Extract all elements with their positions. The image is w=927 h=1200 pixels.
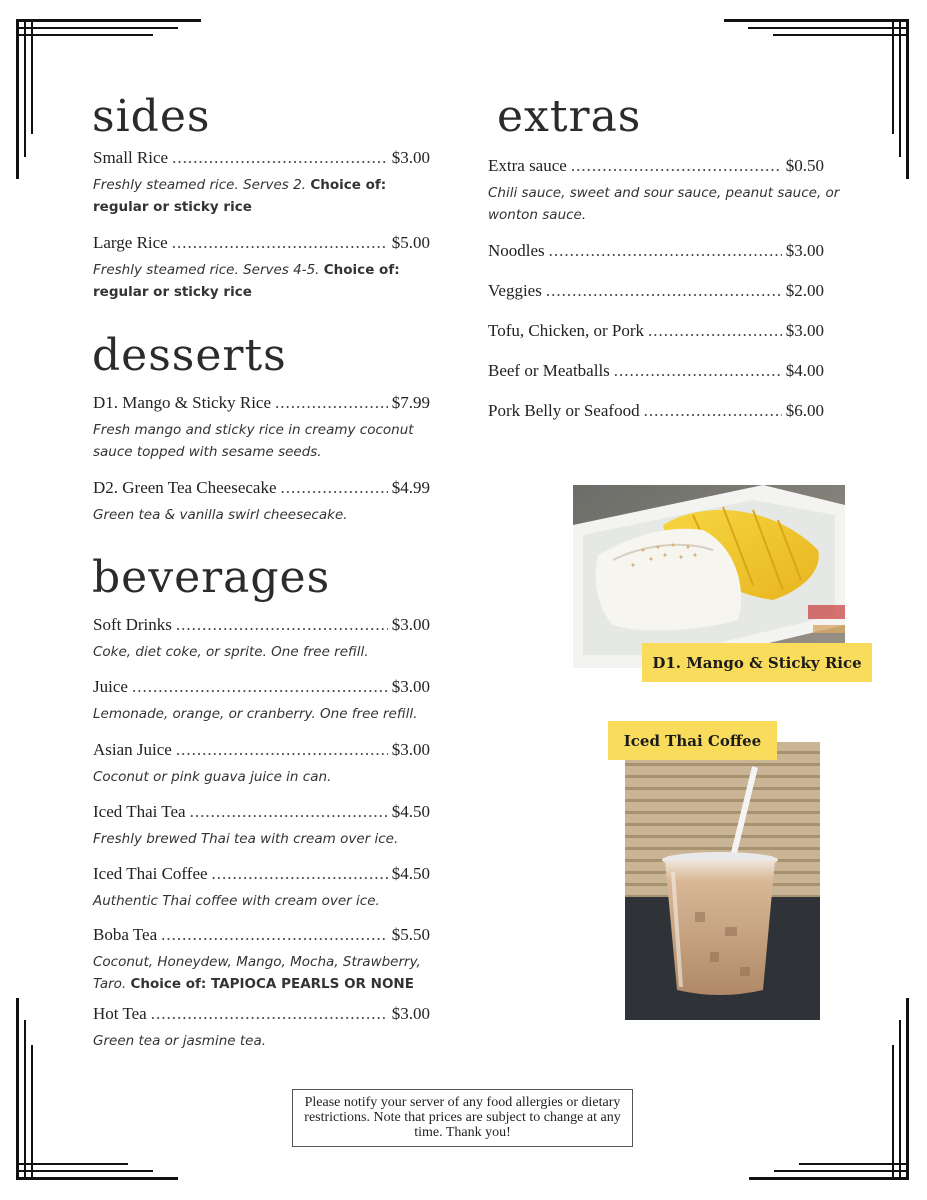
item-description: Coke, diet coke, or sprite. One free refill. [93,644,369,660]
item-price: $4.50 [391,864,430,883]
item-name: D2. Green Tea Cheesecake [93,478,277,497]
item-name: Iced Thai Tea [93,802,186,821]
menu-item [93,393,430,463]
item-description: Coconut or pink guava juice in can. [93,769,332,785]
sides-heading: sides [92,91,211,142]
item-price: $6.00 [785,401,824,420]
item-price: $4.99 [391,478,430,497]
item-name: Pork Belly or Seafood [488,401,640,420]
menu-item [488,401,824,421]
item-price: $5.00 [391,233,430,252]
menu-item [93,615,430,663]
item-name: D1. Mango & Sticky Rice [93,393,272,412]
allergy-notice: Please notify your server of any food allergies or dietary restrictions. Note that prices are subject to change at any time. Thank you! [292,1089,633,1147]
coffee-photo-caption: Iced Thai Coffee [608,721,777,760]
item-price: $5.50 [391,925,430,944]
item-price: $3.00 [391,1004,430,1023]
item-description: Fresh mango and sticky rice in creamy coconut sauce topped with sesame seeds. [93,422,414,460]
menu-item [93,478,430,526]
extras-heading: extras [497,91,642,142]
item-price: $4.00 [785,361,824,380]
item-choice: Choice of: regular or sticky rice [93,262,400,300]
menu-item [93,233,430,303]
item-name: Large Rice [93,233,168,252]
item-name: Noodles [488,241,545,260]
item-description: Freshly steamed rice. Serves 4-5. [93,262,320,278]
item-name: Small Rice [93,148,169,167]
menu-item [93,677,430,725]
iced-thai-coffee-photo [625,742,820,1020]
menu-item [93,740,430,788]
mango-sticky-rice-photo [573,485,845,668]
item-price: $3.00 [391,148,430,167]
item-description: Lemonade, orange, or cranberry. One free refill. [93,706,418,722]
item-price: $3.00 [785,321,824,340]
item-name: Juice [93,677,128,696]
item-name: Boba Tea [93,925,158,944]
item-name: Iced Thai Coffee [93,864,208,883]
menu-item [488,361,824,381]
mango-photo-caption: D1. Mango & Sticky Rice [642,643,872,682]
item-description: Coconut, Honeydew, Mango, Mocha, Strawberry, Taro. [93,954,421,992]
item-name: Extra sauce [488,156,567,175]
menu-item [488,281,824,301]
item-price: $0.50 [785,156,824,175]
item-price: $2.00 [785,281,824,300]
item-price: $3.00 [785,241,824,260]
menu-item [93,925,443,995]
menu-item [93,148,430,218]
menu-item [488,241,824,261]
item-choice: Choice of: regular or sticky rice [93,177,387,215]
menu-item [488,321,824,341]
desserts-heading: desserts [92,330,287,381]
item-description: Green tea & vanilla swirl cheesecake. [93,507,348,523]
item-description: Freshly brewed Thai tea with cream over ice. [93,831,399,847]
item-price: $7.99 [391,393,430,412]
item-name: Tofu, Chicken, or Pork [488,321,645,340]
item-name: Asian Juice [93,740,172,759]
item-price: $3.00 [391,615,430,634]
item-name: Beef or Meatballs [488,361,610,380]
item-price: $3.00 [391,677,430,696]
item-price: $3.00 [391,740,430,759]
item-description: Authentic Thai coffee with cream over ice. [93,893,380,909]
item-description: Chili sauce, sweet and sour sauce, peanut sauce, or wonton sauce. [488,185,840,223]
item-name: Soft Drinks [93,615,172,634]
item-price: $4.50 [391,802,430,821]
beverages-heading: beverages [92,552,331,603]
item-name: Hot Tea [93,1004,147,1023]
item-choice: Choice of: TAPIOCA PEARLS OR NONE [130,976,414,992]
item-description: Freshly steamed rice. Serves 2. [93,177,307,193]
menu-item [93,864,430,912]
menu-item [93,1004,430,1052]
item-description: Green tea or jasmine tea. [93,1033,267,1049]
menu-item [93,802,430,850]
menu-item [488,156,843,226]
item-name: Veggies [488,281,542,300]
